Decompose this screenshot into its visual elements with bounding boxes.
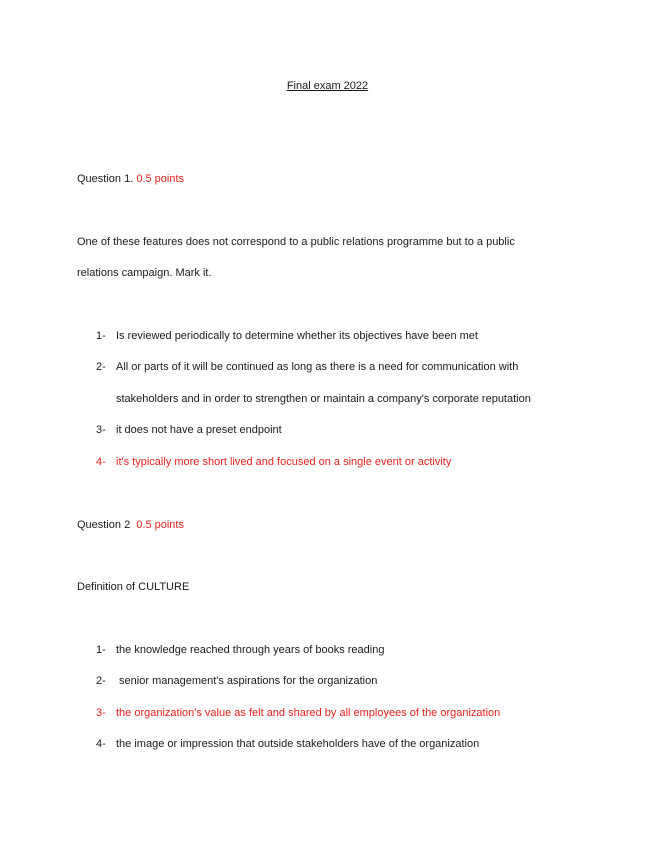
question-2-label: Question 2 — [77, 519, 131, 531]
q2-option-2-text: senior management's aspirations for the organization — [116, 675, 378, 687]
q2-option-2-number: 2- — [96, 675, 106, 687]
q1-option-1-text: Is reviewed periodically to determine whether its objectives have been met — [116, 330, 478, 342]
q1-option-3-number: 3- — [96, 424, 106, 436]
question-1-prompt-line-1: One of these features does not correspond to a public relations programme but to a public — [77, 236, 515, 248]
question-1-label: Question 1. — [77, 173, 134, 185]
q1-option-1-number: 1- — [96, 330, 106, 342]
q2-option-1-number: 1- — [96, 644, 106, 656]
question-1-heading — [77, 172, 184, 186]
q2-option-3-text-correct: the organization's value as felt and shared by all employees of the organization — [116, 707, 501, 719]
q2-option-3-number: 3- — [96, 707, 106, 719]
q1-option-2-text: All or parts of it will be continued as long as there is a need for communication with — [116, 361, 519, 373]
question-2-prompt: Definition of CULTURE — [77, 581, 190, 593]
question-2-heading — [77, 518, 184, 532]
question-1-points: 0.5 points — [136, 173, 185, 185]
exam-title: Final exam 2022 — [286, 80, 369, 92]
q1-option-4-number: 4- — [96, 456, 106, 468]
q2-option-4-number: 4- — [96, 738, 106, 750]
q1-option-3-text: it does not have a preset endpoint — [116, 424, 282, 436]
q1-option-4-text-correct: it's typically more short lived and focused on a single event or activity — [116, 456, 452, 468]
q1-option-2-text-continued: stakeholders and in order to strengthen or maintain a company's corporate reputation — [116, 393, 531, 405]
q2-option-4-text: the image or impression that outside stakeholders have of the organization — [116, 738, 480, 750]
question-2-points: 0.5 points — [136, 519, 184, 531]
q2-option-1-text: the knowledge reached through years of books reading — [116, 644, 385, 656]
question-1-prompt-line-2: relations campaign. Mark it. — [77, 267, 212, 279]
q1-option-2-number: 2- — [96, 361, 106, 373]
